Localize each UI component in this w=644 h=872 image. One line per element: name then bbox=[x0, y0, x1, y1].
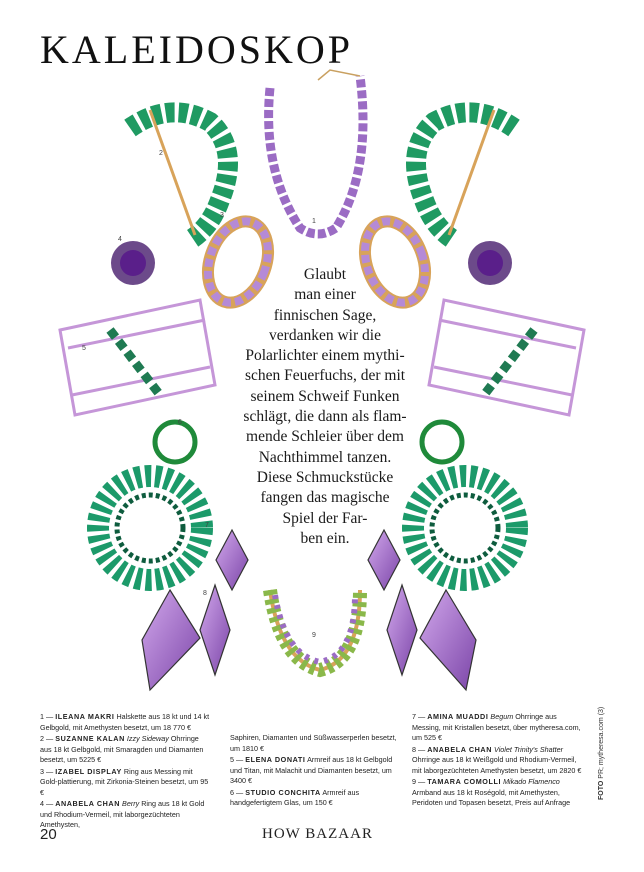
amethyst-necklace bbox=[269, 70, 363, 234]
crystal-hoop-left bbox=[98, 476, 202, 580]
emerald-earring-left bbox=[130, 110, 228, 240]
credit-item: 5 — ELENA DONATI Armreif aus 18 kt Gelbgold und Titan, mit Malachit und Diamanten besetzt, um 3400 € bbox=[230, 755, 393, 785]
titanium-cuff-right bbox=[429, 300, 584, 415]
intro-line: seinem Schweif Funken bbox=[250, 387, 400, 405]
credit-item: 2 — SUZANNE KALAN Izzy Sideway Ohrringe aus 18 kt Gelbgold, mit Smaragden und Diamanten besetzt, um 5225 € bbox=[40, 734, 204, 764]
cocktail-ring-left bbox=[111, 241, 155, 285]
shatter-earring-left bbox=[142, 530, 248, 690]
page-number: 20 bbox=[40, 826, 57, 843]
credit-item: 7 — AMINA MUADDI Begum Ohrringe aus Messing, mit Kristallen besetzt, über mytheresa.com, um 525 € bbox=[412, 712, 581, 742]
piece-number-7: 7 bbox=[205, 522, 209, 529]
intro-line: ben ein. bbox=[300, 529, 350, 547]
credit-item: 1 — ILEANA MAKRI Halskette aus 18 kt und 14 kt Gelbgold, mit Amethysten besetzt, um 18 770 € bbox=[40, 712, 210, 732]
intro-line: fangen das magische bbox=[260, 489, 390, 507]
credit-item: 3 — IZABEL DISPLAY Ring aus Messing mit Gold-plattierung, mit Zirkonia-Steinen besetzt, um 95 € bbox=[40, 766, 209, 797]
intro-line: schlägt, die dann als flam- bbox=[243, 408, 407, 426]
credits-column-3 bbox=[412, 712, 584, 810]
photo-credit: FOTO PR; mytheresa.com (3) bbox=[598, 706, 605, 800]
intro-line: finnischen Sage, bbox=[273, 306, 377, 324]
crystal-hoop-right bbox=[413, 476, 517, 580]
piece-number-6: 6 bbox=[178, 419, 182, 426]
glass-bangle-left bbox=[155, 422, 195, 462]
intro-line: Nachthimmel tanzen. bbox=[258, 448, 392, 466]
piece-number-2: 2 bbox=[159, 150, 163, 157]
piece-number-9: 9 bbox=[312, 632, 316, 639]
credit-item: 4 — ANABELA CHAN Berry Ring aus 18 kt Gold und Rhodium-Vermeil, mit laborgezüchteten Amethysten, bbox=[40, 799, 205, 829]
credit-item: 6 — STUDIO CONCHITA Armreif aus handgefertigtem Glas, um 150 € bbox=[230, 787, 360, 807]
intro-line: Glaubt bbox=[303, 266, 347, 283]
intro-line: Spiel der Far- bbox=[282, 509, 368, 527]
magazine-name: HOW BAZAAR bbox=[262, 826, 373, 842]
credits-column-2 bbox=[230, 733, 398, 810]
intro-text bbox=[232, 265, 418, 549]
piece-number-4: 4 bbox=[118, 236, 122, 243]
piece-number-1: 1 bbox=[312, 218, 316, 225]
intro-line: Diese Schmuckstücke bbox=[256, 468, 394, 486]
page-title: KALEIDOSKOP bbox=[40, 27, 353, 72]
piece-number-5: 5 bbox=[82, 345, 86, 352]
intro-line: Polarlichter einem mythi- bbox=[245, 347, 405, 365]
intro-line: schen Feuerfuchs, der mit bbox=[244, 367, 406, 385]
intro-line: verdanken wir die bbox=[269, 326, 381, 344]
emerald-earring-right bbox=[416, 110, 514, 240]
credits-column-1 bbox=[40, 712, 212, 832]
titanium-cuff-left bbox=[60, 300, 215, 415]
gemstone-bracelet bbox=[270, 590, 360, 670]
glass-bangle-right bbox=[422, 422, 462, 462]
piece-number-3: 3 bbox=[220, 212, 224, 219]
piece-number-8: 8 bbox=[203, 590, 207, 597]
credit-item: 8 — ANABELA CHAN Violet Trinity's Shatter Ohrringe aus 18 kt Weißgold und Rhodium-Vermeil, mit laborgezüchteten Amethysten besetzt, um 2820 € bbox=[412, 744, 582, 775]
intro-line: mende Schleier über dem bbox=[246, 428, 404, 446]
intro-line: man einer bbox=[294, 286, 356, 304]
credit-item: Saphiren, Diamanten und Süßwasserperlen besetzt, um 1810 € bbox=[230, 733, 397, 753]
cocktail-ring-right bbox=[468, 241, 512, 285]
credit-item: 9 — TAMARA COMOLLI Mikado Flamenco Armband aus 18 kt Roségold, mit Amethysten, Peridoten und Topasen besetzt, Preis auf Anfrage bbox=[412, 777, 571, 807]
